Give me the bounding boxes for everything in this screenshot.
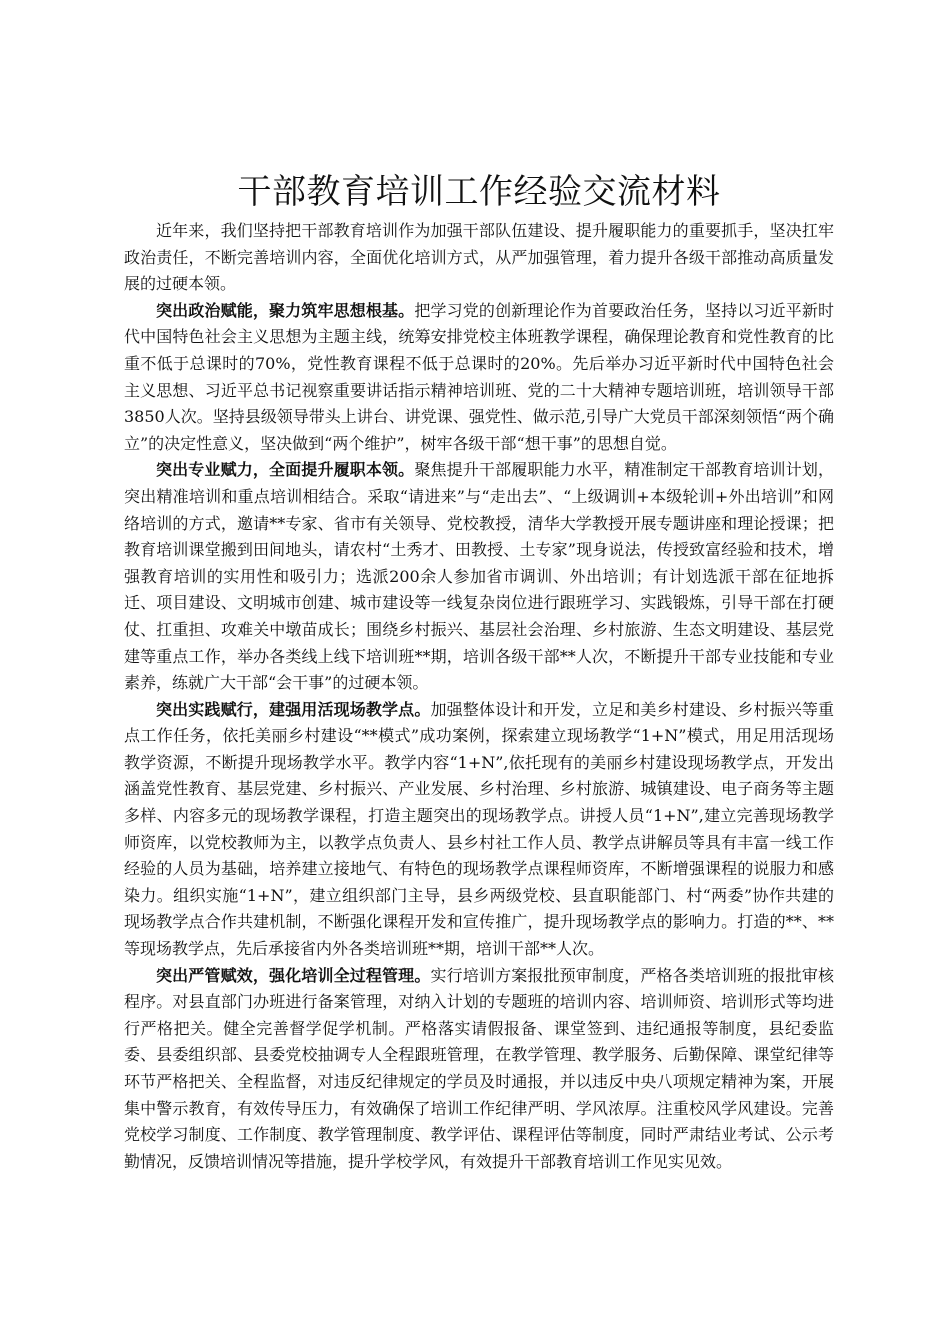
section-paragraph-management — [124, 963, 834, 1176]
section-body-political: 把学习党的创新理论作为首要政治任务，坚持以习近平新时代中国特色社会主义思想为主题主线，统筹安排党校主体班教学课程，确保理论教育和党性教育的比重不低于总课时的70%，党性教育课程不低于总课时的20%。先后举办习近平新时代中国特色社会主义思想、习近平总书记视察重要讲话指示精神培训班、党的二十大精神专题培训班，培训领导干部3850人次。坚持县级领导带头上讲台、讲党课、强党性、做示范,引导广大党员干部深刻领悟“两个确立”的决定性意义，坚决做到“两个维护”，树牢各级干部“想干事”的思想自觉。 — [124, 300, 834, 453]
section-body-professional: 聚焦提升干部履职能力水平，精准制定干部教育培训计划，突出精准培训和重点培训相结合。采取“请进来”与“走出去”、“上级调训+本级轮训+外出培训”和网络培训的方式，邀请**专家、省市有关领导、党校教授，清华大学教授开展专题讲座和理论授课；把教育培训课堂搬到田间地头，请农村“土秀才、田教授、土专家”现身说法，传授致富经验和技术，增强教育培训的实用性和吸引力；选派200余人参加省市调训、外出培训；有计划选派干部在征地拆迁、项目建设、文明城市创建、城市建设等一线复杂岗位进行跟班学习、实践锻炼，引导干部在打硬仗、扛重担、攻难关中墩苗成长；围绕乡村振兴、基层社会治理、乡村旅游、生态文明建设、基层党建等重点工作，举办各类线上线下培训班**期，培训各级干部**人次，不断提升干部专业技能和专业素养，练就广大干部“会干事”的过硬本领。 — [124, 460, 834, 693]
section-paragraph-professional — [124, 457, 834, 696]
section-body-management: 实行培训方案报批预审制度，严格各类培训班的报批审核程序。对县直部门办班进行备案管理，对纳入计划的专题班的培训内容、培训师资、培训形式等均进行严格把关。健全完善督学促学机制。严格落实请假报备、课堂签到、违纪通报等制度，县纪委监委、县委组织部、县委党校抽调专人全程跟班管理，在教学管理、教学服务、后勤保障、课堂纪律等环节严格把关、全程监督，对违反纪律规定的学员及时通报，并以违反中央八项规定精神为案，开展集中警示教育，有效传导压力，有效确保了培训工作纪律严明、学风浓厚。注重校风学风建设。完善党校学习制度、工作制度、教学管理制度、教学评估、课程评估等制度，同时严肃结业考试、公示考勤情况，反馈培训情况等措施，提升学校学风，有效提升干部教育培训工作见实见效。 — [124, 965, 834, 1171]
section-heading-practice: 突出实践赋行，建强用活现场教学点。 — [156, 699, 431, 719]
intro-paragraph: 近年来，我们坚持把干部教育培训作为加强干部队伍建设、提升履职能力的重要抓手，坚决扛牢政治责任，不断完善培训内容，全面优化培训方式，从严加强管理，着力提升各级干部推动高质量发展的过硬本领。 — [124, 221, 834, 294]
section-paragraph-political — [124, 298, 834, 458]
section-heading-professional: 突出专业赋力，全面提升履职本领。 — [156, 460, 415, 480]
document-page — [124, 170, 834, 1175]
section-heading-management: 突出严管赋效，强化培训全过程管理。 — [156, 965, 431, 985]
section-body-practice: 加强整体设计和开发，立足和美乡村建设、乡村振兴等重点工作任务，依托美丽乡村建设“**模式”成功案例，探索建立现场教学“1+N”模式，用足用活现场教学资源，不断提升现场教学水平。教学内容“1+N”,依托现有的美丽乡村建设现场教学点，开发出涵盖党性教育、基层党建、乡村振兴、产业发展、乡村治理、乡村旅游、城镇建设、电子商务等主题多样、内容多元的现场教学课程，打造主题突出的现场教学点。讲授人员“1+N”,建立完善现场教学师资库，以党校教师为主，以教学点负责人、县乡村社工作人员、教学点讲解员等具有丰富一线工作经验的人员为基础，培养建立接地气、有特色的现场教学点课程师资库，不断增强课程的说服力和感染力。组织实施“1+N”，建立组织部门主导，县乡两级党校、县直职能部门、村“两委”协作共建的现场教学点合作共建机制，不断强化课程开发和宣传推广，提升现场教学点的影响力。打造的**、**等现场教学点，先后承接省内外各类培训班**期，培训干部**人次。 — [124, 699, 834, 959]
document-title: 干部教育培训工作经验交流材料 — [237, 172, 721, 212]
section-paragraph-practice — [124, 697, 834, 963]
section-heading-political: 突出政治赋能，聚力筑牢思想根基。 — [156, 300, 415, 320]
